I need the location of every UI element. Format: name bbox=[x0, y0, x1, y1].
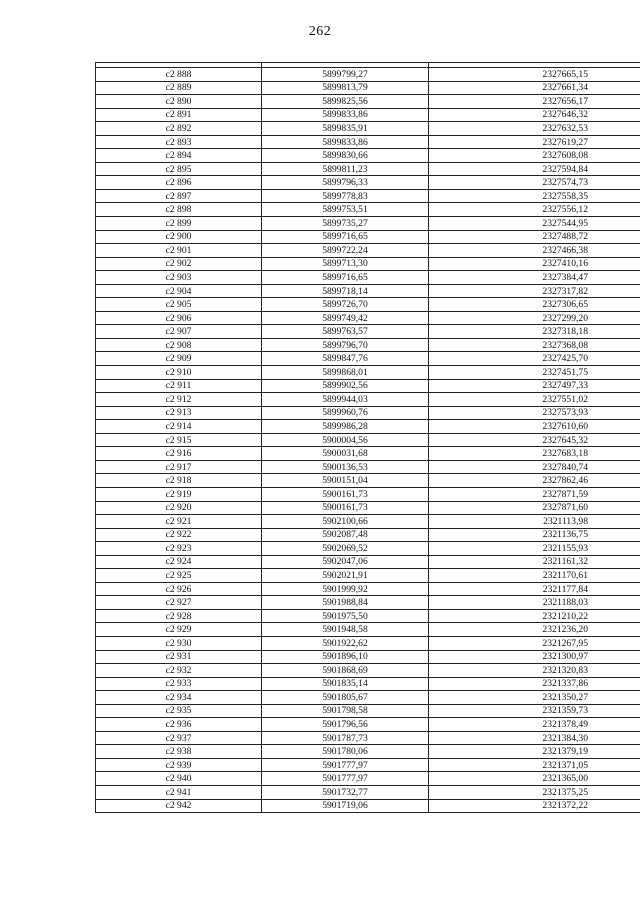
x-coordinate-cell: 5899796,70 bbox=[262, 338, 429, 352]
y-coordinate-cell: 2321300,97 bbox=[429, 650, 640, 664]
point-id-cell: c2 912 bbox=[96, 393, 262, 407]
point-id-cell: c2 903 bbox=[96, 271, 262, 285]
x-coordinate-cell: 5901796,56 bbox=[262, 718, 429, 732]
x-coordinate-cell: 5899735,27 bbox=[262, 217, 429, 231]
point-id-cell: c2 942 bbox=[96, 799, 262, 813]
table-row bbox=[96, 718, 640, 732]
point-id-cell: c2 911 bbox=[96, 379, 262, 393]
table-row bbox=[96, 230, 640, 244]
y-coordinate-cell: 2321378,49 bbox=[429, 718, 640, 732]
y-coordinate-cell: 2321177,84 bbox=[429, 582, 640, 596]
point-id-cell: c2 938 bbox=[96, 745, 262, 759]
x-coordinate-cell: 5899986,28 bbox=[262, 420, 429, 434]
table-row bbox=[96, 379, 640, 393]
y-coordinate-cell: 2327306,65 bbox=[429, 298, 640, 312]
y-coordinate-cell: 2327619,27 bbox=[429, 135, 640, 149]
x-coordinate-cell: 5899753,51 bbox=[262, 203, 429, 217]
y-coordinate-cell: 2327574,73 bbox=[429, 176, 640, 190]
x-coordinate-cell: 5899944,03 bbox=[262, 393, 429, 407]
point-id-cell: c2 916 bbox=[96, 447, 262, 461]
point-id-cell: c2 905 bbox=[96, 298, 262, 312]
table-row bbox=[96, 122, 640, 136]
y-coordinate-cell: 2327558,35 bbox=[429, 189, 640, 203]
coordinates-table-body bbox=[96, 63, 640, 813]
point-id-cell: c2 913 bbox=[96, 406, 262, 420]
x-coordinate-cell: 5900031,68 bbox=[262, 447, 429, 461]
x-coordinate-cell: 5902021,91 bbox=[262, 569, 429, 583]
y-coordinate-cell: 2327551,02 bbox=[429, 393, 640, 407]
x-coordinate-cell: 5899716,65 bbox=[262, 271, 429, 285]
x-coordinate-cell: 5899749,42 bbox=[262, 311, 429, 325]
point-id-cell: c2 908 bbox=[96, 338, 262, 352]
table-row bbox=[96, 555, 640, 569]
table-row bbox=[96, 704, 640, 718]
point-id-cell: c2 927 bbox=[96, 596, 262, 610]
table-row bbox=[96, 352, 640, 366]
table-row bbox=[96, 664, 640, 678]
table-row bbox=[96, 582, 640, 596]
point-id-cell: c2 929 bbox=[96, 623, 262, 637]
table-row bbox=[96, 244, 640, 258]
y-coordinate-cell: 2327608,08 bbox=[429, 149, 640, 163]
y-coordinate-cell: 2321379,19 bbox=[429, 745, 640, 759]
y-coordinate-cell: 2327488,72 bbox=[429, 230, 640, 244]
table-row bbox=[96, 366, 640, 380]
table-row bbox=[96, 609, 640, 623]
table-row bbox=[96, 487, 640, 501]
table-row bbox=[96, 298, 640, 312]
point-id-cell: c2 934 bbox=[96, 691, 262, 705]
y-coordinate-cell: 2327451,75 bbox=[429, 366, 640, 380]
y-coordinate-cell: 2327871,59 bbox=[429, 487, 640, 501]
y-coordinate-cell: 2327594,84 bbox=[429, 162, 640, 176]
x-coordinate-cell: 5900004,56 bbox=[262, 433, 429, 447]
table-row bbox=[96, 420, 640, 434]
table-row bbox=[96, 731, 640, 745]
y-coordinate-cell: 2327661,34 bbox=[429, 81, 640, 95]
y-coordinate-cell: 2327497,33 bbox=[429, 379, 640, 393]
y-coordinate-cell: 2321359,73 bbox=[429, 704, 640, 718]
point-id-cell: c2 923 bbox=[96, 542, 262, 556]
y-coordinate-cell: 2321170,61 bbox=[429, 569, 640, 583]
y-coordinate-cell: 2321371,05 bbox=[429, 758, 640, 772]
x-coordinate-cell: 5899825,56 bbox=[262, 95, 429, 109]
table-row bbox=[96, 203, 640, 217]
x-coordinate-cell: 5902047,06 bbox=[262, 555, 429, 569]
point-id-cell: c2 922 bbox=[96, 528, 262, 542]
table-row bbox=[96, 108, 640, 122]
x-coordinate-cell: 5899726,70 bbox=[262, 298, 429, 312]
point-id-cell: c2 941 bbox=[96, 785, 262, 799]
x-coordinate-cell: 5901777,97 bbox=[262, 772, 429, 786]
y-coordinate-cell: 2327573,93 bbox=[429, 406, 640, 420]
table-row bbox=[96, 691, 640, 705]
point-id-cell: c2 918 bbox=[96, 474, 262, 488]
table-row bbox=[96, 68, 640, 82]
table-row bbox=[96, 433, 640, 447]
table-row bbox=[96, 189, 640, 203]
x-coordinate-cell: 5899716,65 bbox=[262, 230, 429, 244]
y-coordinate-cell: 2321210,22 bbox=[429, 609, 640, 623]
point-id-cell: c2 928 bbox=[96, 609, 262, 623]
y-coordinate-cell: 2327862,46 bbox=[429, 474, 640, 488]
y-coordinate-cell: 2321155,93 bbox=[429, 542, 640, 556]
table-row bbox=[96, 569, 640, 583]
x-coordinate-cell: 5901975,50 bbox=[262, 609, 429, 623]
x-coordinate-cell: 5900161,73 bbox=[262, 501, 429, 515]
y-coordinate-cell: 2327317,82 bbox=[429, 284, 640, 298]
x-coordinate-cell: 5901922,62 bbox=[262, 636, 429, 650]
table-row bbox=[96, 542, 640, 556]
table-row bbox=[96, 596, 640, 610]
x-coordinate-cell: 5901896,10 bbox=[262, 650, 429, 664]
y-coordinate-cell: 2327384,47 bbox=[429, 271, 640, 285]
y-coordinate-cell: 2327656,17 bbox=[429, 95, 640, 109]
y-coordinate-cell: 2327665,15 bbox=[429, 68, 640, 82]
y-coordinate-cell: 2321188,03 bbox=[429, 596, 640, 610]
point-id-cell: c2 907 bbox=[96, 325, 262, 339]
y-coordinate-cell: 2321113,98 bbox=[429, 515, 640, 529]
x-coordinate-cell: 5902069,52 bbox=[262, 542, 429, 556]
point-id-cell: c2 902 bbox=[96, 257, 262, 271]
point-id-cell: c2 904 bbox=[96, 284, 262, 298]
coordinates-table bbox=[95, 62, 640, 813]
point-id-cell: c2 895 bbox=[96, 162, 262, 176]
y-coordinate-cell: 2327425,70 bbox=[429, 352, 640, 366]
x-coordinate-cell: 5899778,83 bbox=[262, 189, 429, 203]
x-coordinate-cell: 5901732,77 bbox=[262, 785, 429, 799]
x-coordinate-cell: 5901999,92 bbox=[262, 582, 429, 596]
y-coordinate-cell: 2327466,38 bbox=[429, 244, 640, 258]
y-coordinate-cell: 2327646,32 bbox=[429, 108, 640, 122]
y-coordinate-cell: 2327645,32 bbox=[429, 433, 640, 447]
point-id-cell: c2 914 bbox=[96, 420, 262, 434]
x-coordinate-cell: 5899960,76 bbox=[262, 406, 429, 420]
y-coordinate-cell: 2327299,20 bbox=[429, 311, 640, 325]
y-coordinate-cell: 2321375,25 bbox=[429, 785, 640, 799]
y-coordinate-cell: 2327632,53 bbox=[429, 122, 640, 136]
x-coordinate-cell: 5899796,33 bbox=[262, 176, 429, 190]
point-id-cell: c2 921 bbox=[96, 515, 262, 529]
x-coordinate-cell: 5901948,58 bbox=[262, 623, 429, 637]
x-coordinate-cell: 5899811,23 bbox=[262, 162, 429, 176]
table-row bbox=[96, 623, 640, 637]
point-id-cell: c2 937 bbox=[96, 731, 262, 745]
table-row bbox=[96, 325, 640, 339]
point-id-cell: c2 892 bbox=[96, 122, 262, 136]
table-row bbox=[96, 257, 640, 271]
table-row bbox=[96, 311, 640, 325]
x-coordinate-cell: 5899833,86 bbox=[262, 135, 429, 149]
point-id-cell: c2 933 bbox=[96, 677, 262, 691]
point-id-cell: c2 940 bbox=[96, 772, 262, 786]
point-id-cell: c2 894 bbox=[96, 149, 262, 163]
table-row bbox=[96, 758, 640, 772]
y-coordinate-cell: 2321372,22 bbox=[429, 799, 640, 813]
point-id-cell: c2 896 bbox=[96, 176, 262, 190]
x-coordinate-cell: 5901805,67 bbox=[262, 691, 429, 705]
point-id-cell: c2 889 bbox=[96, 81, 262, 95]
y-coordinate-cell: 2327544,95 bbox=[429, 217, 640, 231]
x-coordinate-cell: 5901780,06 bbox=[262, 745, 429, 759]
point-id-cell: c2 926 bbox=[96, 582, 262, 596]
point-id-cell: c2 888 bbox=[96, 68, 262, 82]
point-id-cell: c2 939 bbox=[96, 758, 262, 772]
table-row bbox=[96, 135, 640, 149]
x-coordinate-cell: 5899847,76 bbox=[262, 352, 429, 366]
table-row bbox=[96, 176, 640, 190]
x-coordinate-cell: 5900151,04 bbox=[262, 474, 429, 488]
point-id-cell: c2 890 bbox=[96, 95, 262, 109]
point-id-cell: c2 919 bbox=[96, 487, 262, 501]
point-id-cell: c2 897 bbox=[96, 189, 262, 203]
y-coordinate-cell: 2327610,60 bbox=[429, 420, 640, 434]
y-coordinate-cell: 2327871,60 bbox=[429, 501, 640, 515]
table-row bbox=[96, 785, 640, 799]
table-row bbox=[96, 217, 640, 231]
x-coordinate-cell: 5899830,66 bbox=[262, 149, 429, 163]
x-coordinate-cell: 5902100,66 bbox=[262, 515, 429, 529]
point-id-cell: c2 932 bbox=[96, 664, 262, 678]
table-row bbox=[96, 162, 640, 176]
point-id-cell: c2 909 bbox=[96, 352, 262, 366]
table-row bbox=[96, 745, 640, 759]
point-id-cell: c2 915 bbox=[96, 433, 262, 447]
point-id-cell: c2 899 bbox=[96, 217, 262, 231]
y-coordinate-cell: 2327683,18 bbox=[429, 447, 640, 461]
y-coordinate-cell: 2321384,30 bbox=[429, 731, 640, 745]
x-coordinate-cell: 5899835,91 bbox=[262, 122, 429, 136]
point-id-cell: c2 898 bbox=[96, 203, 262, 217]
point-id-cell: c2 910 bbox=[96, 366, 262, 380]
y-coordinate-cell: 2327318,18 bbox=[429, 325, 640, 339]
x-coordinate-cell: 5901787,73 bbox=[262, 731, 429, 745]
x-coordinate-cell: 5899763,57 bbox=[262, 325, 429, 339]
table-row bbox=[96, 271, 640, 285]
table-row bbox=[96, 447, 640, 461]
x-coordinate-cell: 5899868,01 bbox=[262, 366, 429, 380]
table-row bbox=[96, 772, 640, 786]
x-coordinate-cell: 5902087,48 bbox=[262, 528, 429, 542]
table-row bbox=[96, 149, 640, 163]
table-row bbox=[96, 81, 640, 95]
x-coordinate-cell: 5899713,30 bbox=[262, 257, 429, 271]
x-coordinate-cell: 5901798,58 bbox=[262, 704, 429, 718]
y-coordinate-cell: 2321161,32 bbox=[429, 555, 640, 569]
x-coordinate-cell: 5901777,97 bbox=[262, 758, 429, 772]
point-id-cell: c2 925 bbox=[96, 569, 262, 583]
x-coordinate-cell: 5899813,79 bbox=[262, 81, 429, 95]
table-row bbox=[96, 515, 640, 529]
table-row bbox=[96, 677, 640, 691]
point-id-cell: c2 935 bbox=[96, 704, 262, 718]
point-id-cell: c2 891 bbox=[96, 108, 262, 122]
y-coordinate-cell: 2321350,27 bbox=[429, 691, 640, 705]
x-coordinate-cell: 5899718,14 bbox=[262, 284, 429, 298]
point-id-cell: c2 936 bbox=[96, 718, 262, 732]
table-row bbox=[96, 528, 640, 542]
point-id-cell: c2 920 bbox=[96, 501, 262, 515]
point-id-cell: c2 931 bbox=[96, 650, 262, 664]
table-row bbox=[96, 460, 640, 474]
table-row bbox=[96, 650, 640, 664]
point-id-cell: c2 930 bbox=[96, 636, 262, 650]
table-row bbox=[96, 406, 640, 420]
y-coordinate-cell: 2321320,83 bbox=[429, 664, 640, 678]
y-coordinate-cell: 2321236,20 bbox=[429, 623, 640, 637]
y-coordinate-cell: 2327368,08 bbox=[429, 338, 640, 352]
table-row bbox=[96, 338, 640, 352]
table-row bbox=[96, 636, 640, 650]
point-id-cell: c2 906 bbox=[96, 311, 262, 325]
x-coordinate-cell: 5901868,69 bbox=[262, 664, 429, 678]
point-id-cell: c2 924 bbox=[96, 555, 262, 569]
table-row bbox=[96, 501, 640, 515]
y-coordinate-cell: 2321267,95 bbox=[429, 636, 640, 650]
y-coordinate-cell: 2327556,12 bbox=[429, 203, 640, 217]
point-id-cell: c2 900 bbox=[96, 230, 262, 244]
x-coordinate-cell: 5900136,53 bbox=[262, 460, 429, 474]
x-coordinate-cell: 5901988,84 bbox=[262, 596, 429, 610]
point-id-cell: c2 901 bbox=[96, 244, 262, 258]
x-coordinate-cell: 5900161,73 bbox=[262, 487, 429, 501]
x-coordinate-cell: 5901719,06 bbox=[262, 799, 429, 813]
y-coordinate-cell: 2327410,16 bbox=[429, 257, 640, 271]
y-coordinate-cell: 2321337,86 bbox=[429, 677, 640, 691]
y-coordinate-cell: 2327840,74 bbox=[429, 460, 640, 474]
x-coordinate-cell: 5899833,86 bbox=[262, 108, 429, 122]
x-coordinate-cell: 5899722,24 bbox=[262, 244, 429, 258]
x-coordinate-cell: 5899902,56 bbox=[262, 379, 429, 393]
point-id-cell: c2 893 bbox=[96, 135, 262, 149]
x-coordinate-cell: 5899799,27 bbox=[262, 68, 429, 82]
page-number: 262 bbox=[308, 24, 332, 39]
table-row bbox=[96, 799, 640, 813]
x-coordinate-cell: 5901835,14 bbox=[262, 677, 429, 691]
table-row bbox=[96, 393, 640, 407]
y-coordinate-cell: 2321136,75 bbox=[429, 528, 640, 542]
table-row bbox=[96, 95, 640, 109]
table-row bbox=[96, 284, 640, 298]
point-id-cell: c2 917 bbox=[96, 460, 262, 474]
table-row bbox=[96, 474, 640, 488]
y-coordinate-cell: 2321365,00 bbox=[429, 772, 640, 786]
